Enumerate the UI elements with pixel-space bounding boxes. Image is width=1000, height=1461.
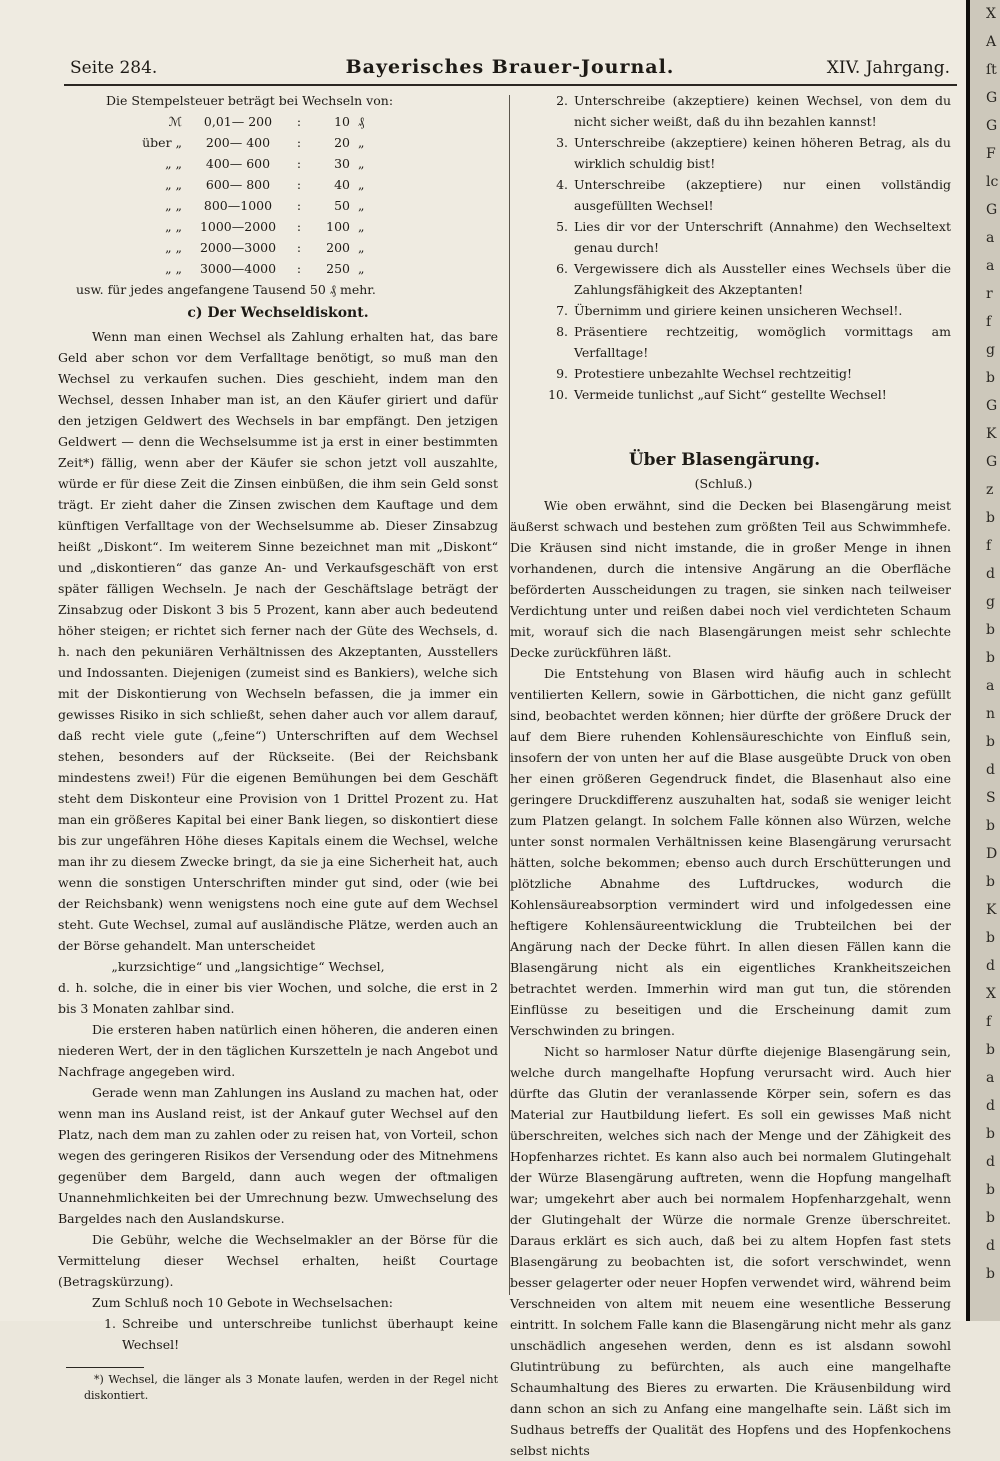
rule-number: 10. xyxy=(548,387,568,402)
article-paragraph-1: Wie oben erwähnt, sind die Decken bei Blasengärung meist äußerst schwach und bestehen zum größten Teil aus Schwimmhefe. Die Kräusen sind nicht imstande, die in großer Menge in ihnen vorhandenen, durch die intensive Angärung an die Oberfläche beförderten Ausscheidungen zu tragen, sie sinken nach teilweiser Verdichtung unter und reißen dabei noch viel verdichteten Schaum mit, worauf sich die nach Blasengärungen meist sehr schlechte Decke zurückführen läßt. xyxy=(510,498,951,660)
edge-glyph: b xyxy=(986,510,995,526)
edge-glyph: G xyxy=(986,90,998,106)
rate-row xyxy=(116,258,382,279)
rate-row xyxy=(116,174,382,195)
rate-range: 600— 800 xyxy=(205,177,271,192)
paragraph-gebote-intro: Zum Schluß noch 10 Gebote in Wechselsachen: xyxy=(92,1295,394,1310)
rate-colon: : xyxy=(296,198,302,213)
rate-range: 400— 600 xyxy=(205,156,271,171)
volume-label: XIV. Jahrgang. xyxy=(826,58,950,78)
centered-phrase: „kurzsichtige“ und „langsichtige“ Wechsel, xyxy=(111,959,385,974)
rate-range: 3000—4000 xyxy=(199,261,277,276)
article-paragraph-3: Nicht so harmloser Natur dürfte diejenige Blasengärung sein, welche durch mangelhafte Hopfung verursacht wird. Auch hier dürfte das Glutin der veranlassende Körper sein, sofern es das Material zur Hautbildung liefert. Es soll ein gewisses Maß nicht überschreiten, welches sich nach der Menge und der Zähigkeit des Hopfenharzes richtet. Es kann also auch bei normalem Glutingehalt der Würze Blasengärung auftreten, wenn die Hopfung mangelhaft war; umgekehrt aber auch bei normalem Hopfenharzgehalt, wenn der Glutingehalt der Würze die normale Grenze überschreitet. Daraus erklärt es sich auch, daß bei zu altem Hopfen fast stets Blasengärung zu beobachten ist, die sofort verschwindet, wenn besser gelagerter oder neuer Hopfen verwendet wird, während beim Verschneiden von altem mit neuem eine wesentliche Besserung eintritt. In solchem Falle kann die Blasengärung nicht mehr als ganz unschädlich angesehen werden, denn es ist alsdann sowohl Glutintrübung zu befürchten, als auch eine mangelhafte Schaumhaltung des Bieres zu erwarten. Die Kräusenbildung wird dann schon an sich zu Anfang eine mangelhafte sein. Läßt sich im Sudhaus betreffs der Qualität des Hopfens und des Hopfenkochens selbst nichts xyxy=(510,1044,951,1458)
list-item xyxy=(510,174,951,216)
rate-unit: „ xyxy=(358,240,365,255)
edge-glyph: G xyxy=(986,202,998,218)
stamp-rate-tail: usw. für jedes angefangene Tausend 50 ₰ mehr. xyxy=(76,282,376,297)
edge-glyph: b xyxy=(986,1210,995,1226)
rate-colon: : xyxy=(296,219,302,234)
edge-glyph: d xyxy=(986,1098,995,1114)
edge-glyph: D xyxy=(986,846,998,862)
rules-list-left xyxy=(58,1313,498,1355)
rate-row xyxy=(116,216,382,237)
edge-glyph: d xyxy=(986,958,995,974)
right-column xyxy=(510,90,951,1461)
edge-glyph: X xyxy=(986,6,996,22)
edge-glyph: a xyxy=(986,258,995,274)
rate-value: 40 xyxy=(334,177,350,192)
paragraph-value: Die ersteren haben natürlich einen höheren, die anderen einen niederen Wert, der in den täglichen Kurszetteln je nach Angebot und Nachfrage angegeben wird. xyxy=(58,1022,498,1079)
rate-prefix: „ „ xyxy=(165,177,182,192)
paragraph-courtage: Die Gebühr, welche die Wechselmakler an der Börse für die Vermittelung dieser Wechsel erhalten, heißt Courtage (Betragskürzung). xyxy=(58,1232,498,1289)
rule-text: Unterschreibe (akzeptiere) nur einen vollständig ausgefüllten Wechsel! xyxy=(574,177,951,213)
journal-title: Bayerisches Brauer-Journal. xyxy=(345,56,675,78)
paragraph-diskont-tail: d. h. solche, die in einer bis vier Wochen, und solche, die erst in 2 bis 3 Monaten zahlbar sind. xyxy=(58,980,498,1016)
article-title: Über Blasengärung. xyxy=(628,450,821,470)
edge-glyph: b xyxy=(986,1266,995,1282)
list-item xyxy=(58,1313,498,1355)
edge-glyph: a xyxy=(986,678,995,694)
rate-row xyxy=(116,237,382,258)
edge-glyph: A xyxy=(986,34,997,50)
edge-glyph: b xyxy=(986,1182,995,1198)
rule-text: Unterschreibe (akzeptiere) keinen höheren Betrag, als du wirklich schuldig bist! xyxy=(574,135,951,171)
edge-glyph: r xyxy=(986,286,993,302)
rate-row xyxy=(116,111,382,132)
list-item xyxy=(510,216,951,258)
edge-glyph: b xyxy=(986,650,995,666)
rate-value: 100 xyxy=(326,219,350,234)
rate-unit: ₰ xyxy=(358,114,365,129)
rate-range: 0,01— 200 xyxy=(203,114,273,129)
edge-glyph: G xyxy=(986,454,998,470)
edge-glyph: f xyxy=(986,538,992,554)
rate-unit: „ xyxy=(358,135,365,150)
rate-colon: : xyxy=(296,240,302,255)
rule-number: 4. xyxy=(556,177,568,192)
edge-glyph: b xyxy=(986,1126,995,1142)
rule-text: Präsentiere rechtzeitig, womöglich vormittags am Verfalltage! xyxy=(574,324,951,360)
rule-number: 7. xyxy=(556,303,568,318)
rule-text: Protestiere unbezahlte Wechsel rechtzeitig! xyxy=(574,366,853,381)
rate-prefix: über „ xyxy=(142,135,182,150)
footnote: *) Wechsel, die länger als 3 Monate laufen, werden in der Regel nicht diskontiert. xyxy=(84,1373,498,1402)
rate-prefix: ℳ xyxy=(168,114,182,129)
rate-value: 250 xyxy=(326,261,350,276)
rate-colon: : xyxy=(296,135,302,150)
edge-glyph: b xyxy=(986,818,995,834)
rule-number: 5. xyxy=(556,219,568,234)
rule-text: Schreibe und unterschreibe tunlichst überhaupt keine Wechsel! xyxy=(122,1316,498,1352)
rate-value: 50 xyxy=(334,198,350,213)
rate-unit: „ xyxy=(358,261,365,276)
article-paragraph-2: Die Entstehung von Blasen wird häufig auch in schlecht ventilierten Kellern, sowie in Gärbottichen, die nicht ganz gefüllt sind, beobachtet werden können; hier dürfte der größere Druck der auf dem Biere ruhenden Kohlensäureschichte von Einfluß sein, insofern der von unten her auf die Blase ausgeübte Druck von oben her einen größeren Gegendruck findet, die Blasenhaut also eine geringere Druckdifferenz auszuhalten hat, sodaß sie weniger leicht zum Platzen gelangt. In solchem Falle können also Würzen, welche unter sonst normalen Verhältnissen keine Blasengärung verursacht hätten, solche bekommen; ebenso auch durch Erschütterungen und plötzliche Abnahme des Luftdruckes, wodurch die Kohlensäureabsorption vermindert wird und infolgedessen eine heftigere Kohlensäureentwicklung die Trubteilchen bei der Angärung nach der Decke führt. In allen diesen Fällen kann die Blasengärung nicht als ein eigentliches Krankheitszeichen betrachtet werden. Immerhin wird man gut tun, die störenden Einflüsse zu beseitigen und die Erscheinung damit zum Verschwinden zu bringen. xyxy=(510,666,951,1038)
rate-row xyxy=(116,153,382,174)
edge-glyph: b xyxy=(986,734,995,750)
edge-glyph: ſt xyxy=(986,62,997,78)
rule-text: Vermeide tunlichst „auf Sicht“ gestellte Wechsel! xyxy=(574,387,887,402)
list-item xyxy=(510,363,951,384)
page-number: Seite 284. xyxy=(70,58,158,78)
list-item xyxy=(510,321,951,363)
section-heading-wechseldiskont: c) Der Wechseldiskont. xyxy=(187,305,369,321)
stamp-rate-table xyxy=(116,111,382,279)
edge-glyph: G xyxy=(986,398,998,414)
rate-prefix: „ „ xyxy=(165,198,182,213)
rule-text: Lies dir vor der Unterschrift (Annahme) den Wechseltext genau durch! xyxy=(574,219,951,255)
list-item xyxy=(510,384,951,405)
edge-glyph: d xyxy=(986,762,995,778)
rule-number: 9. xyxy=(556,366,568,381)
stamp-tax-intro: Die Stempelsteuer beträgt bei Wechseln von: xyxy=(106,93,394,108)
rate-prefix: „ „ xyxy=(165,156,182,171)
rate-range: 2000—3000 xyxy=(199,240,277,255)
list-item xyxy=(510,132,951,174)
list-item xyxy=(510,300,951,321)
rate-value: 30 xyxy=(334,156,350,171)
edge-glyph: f xyxy=(986,1014,992,1030)
rate-colon: : xyxy=(296,156,302,171)
edge-glyph: d xyxy=(986,566,995,582)
edge-glyph: n xyxy=(986,706,996,722)
edge-glyph: X xyxy=(986,986,996,1002)
edge-glyph: g xyxy=(986,594,995,610)
article-subtitle: (Schluß.) xyxy=(694,476,753,491)
edge-glyph: b xyxy=(986,1042,995,1058)
rate-colon: : xyxy=(296,261,302,276)
rate-range: 200— 400 xyxy=(205,135,271,150)
edge-glyph: lc xyxy=(986,174,999,190)
adjacent-page-edge xyxy=(966,0,1000,1321)
rule-text: Vergewissere dich als Aussteller eines Wechsels über die Zahlungsfähigkeit des Akzeptanten! xyxy=(574,261,951,297)
paragraph-ausland: Gerade wenn man Zahlungen ins Ausland zu machen hat, oder wenn man ins Ausland reist, ist der Ankauf guter Wechsel auf den Platz, nach dem man zu zahlen oder zu reisen hat, von Vorteil, schon wegen des geringeren Risikos der Versendung oder des Mitnehmens gegenüber dem Bargeld, dann auch wegen der oftmaligen Unannehmlichkeiten bei der Umrechnung bezw. Umwechselung des Bargeldes nach den Auslandskurse. xyxy=(58,1085,498,1226)
left-column xyxy=(58,90,498,1404)
rate-range: 1000—2000 xyxy=(199,219,277,234)
running-header xyxy=(70,56,950,82)
list-item xyxy=(510,90,951,132)
edge-glyph: K xyxy=(986,426,997,442)
rate-colon: : xyxy=(296,177,302,192)
rule-number: 2. xyxy=(556,93,568,108)
rate-prefix: „ „ xyxy=(165,240,182,255)
rate-prefix: „ „ xyxy=(165,219,182,234)
list-item xyxy=(510,258,951,300)
rate-unit: „ xyxy=(358,198,365,213)
rate-unit: „ xyxy=(358,156,365,171)
rule-number: 3. xyxy=(556,135,568,150)
edge-glyph: G xyxy=(986,118,998,134)
edge-glyph: a xyxy=(986,230,995,246)
rule-number: 1. xyxy=(104,1316,116,1331)
rate-colon: : xyxy=(296,114,302,129)
header-rule xyxy=(64,84,957,86)
rate-range: 800—1000 xyxy=(203,198,273,213)
edge-glyph: d xyxy=(986,1238,995,1254)
rule-number: 6. xyxy=(556,261,568,276)
edge-glyph: b xyxy=(986,930,995,946)
paragraph-diskont: Wenn man einen Wechsel als Zahlung erhalten hat, das bare Geld aber schon vor dem Verfalltage benötigt, so muß man den Wechsel zu verkaufen suchen. Dies geschieht, indem man den Wechsel, dessen Inhaber man ist, an den Käufer giriert und dafür den jetzigen Geldwert des Wechsels in bar empfängt. Den jetzigen Geldwert — denn die Wechselsumme ist ja erst in einer bestimmten Zeit*) fällig, wenn aber der Käufer sie schon jetzt voll auszahlte, würde er für diese Zeit die Zinsen einbüßen, die ihm sein Geld sonst trägt. Er zieht daher die Zinsen zwischen dem Kauftage und dem künftigen Verfalltage von der Wechselsumme ab. Dieser Zinsabzug heißt „Diskont“. Im weiterem Sinne bezeichnet man mit „Diskont“ und „diskontieren“ das ganze An- und Verkaufsgeschäft von erst später fälligen Wechseln. Je nach der Geschäftslage beträgt der Zinsabzug oder Diskont 3 bis 5 Prozent, kann aber auch bedeutend höher steigen; er richtet sich ferner nach der Güte des Wechsels, d. h. nach den pekuniären Verhältnissen des Akzeptanten, Ausstellers und Indossanten. Diejenigen (zumeist sind es Bankiers), welche sich mit der Diskontierung von Wechseln befassen, die ja immer ein gewisses Risiko in sich schließt, sehen daher auch vor allem darauf, daß recht viele gute („feine“) Unterschriften auf dem Wechsel stehen, besonders auf der Rückseite. (Bei der Reichsbank mindestens zwei!) Für die eigenen Bemühungen bei dem Geschäft steht dem Diskonteur eine Provision von 1 Drittel Prozent zu. Hat man ein größeres Kapital bei einer Bank liegen, so diskontiert diese bis zur ungefähren Höhe dieses Kapitals einem die Wechsel, welche man ihr zu diesem Zwecke bringt, da sie ja eine Sicherheit hat, auch wenn die sonstigen Unterschriften minder gut sind, oder (wie bei der Reichsbank) wenn wenigstens noch eine gute auf dem Wechsel steht. Gute Wechsel, zumal auf ausländische Plätze, werden auch an der Börse gehandelt. Man unterscheidet xyxy=(58,329,498,953)
footnote-rule xyxy=(66,1367,144,1368)
rule-text: Unterschreibe (akzeptiere) keinen Wechsel, von dem du nicht sicher weißt, daß du ihn bezahlen kannst! xyxy=(574,93,951,129)
rate-value: 200 xyxy=(326,240,350,255)
edge-glyph: a xyxy=(986,1070,995,1086)
edge-glyph: b xyxy=(986,370,995,386)
rate-value: 10 xyxy=(334,114,350,129)
edge-glyph: K xyxy=(986,902,997,918)
edge-glyph: z xyxy=(986,482,994,498)
edge-glyph: f xyxy=(986,314,992,330)
edge-glyph: S xyxy=(986,790,996,806)
edge-glyph: F xyxy=(986,146,996,162)
rule-number: 8. xyxy=(556,324,568,339)
edge-glyph: b xyxy=(986,622,995,638)
edge-glyph: b xyxy=(986,874,995,890)
rate-unit: „ xyxy=(358,219,365,234)
rate-value: 20 xyxy=(334,135,350,150)
edge-glyph: g xyxy=(986,342,995,358)
rule-text: Übernimm und giriere keinen unsicheren Wechsel!. xyxy=(574,303,903,318)
rules-list-right xyxy=(510,90,951,405)
rate-prefix: „ „ xyxy=(165,261,182,276)
rate-unit: „ xyxy=(358,177,365,192)
rate-row xyxy=(116,195,382,216)
edge-glyph: d xyxy=(986,1154,995,1170)
rate-row xyxy=(116,132,382,153)
